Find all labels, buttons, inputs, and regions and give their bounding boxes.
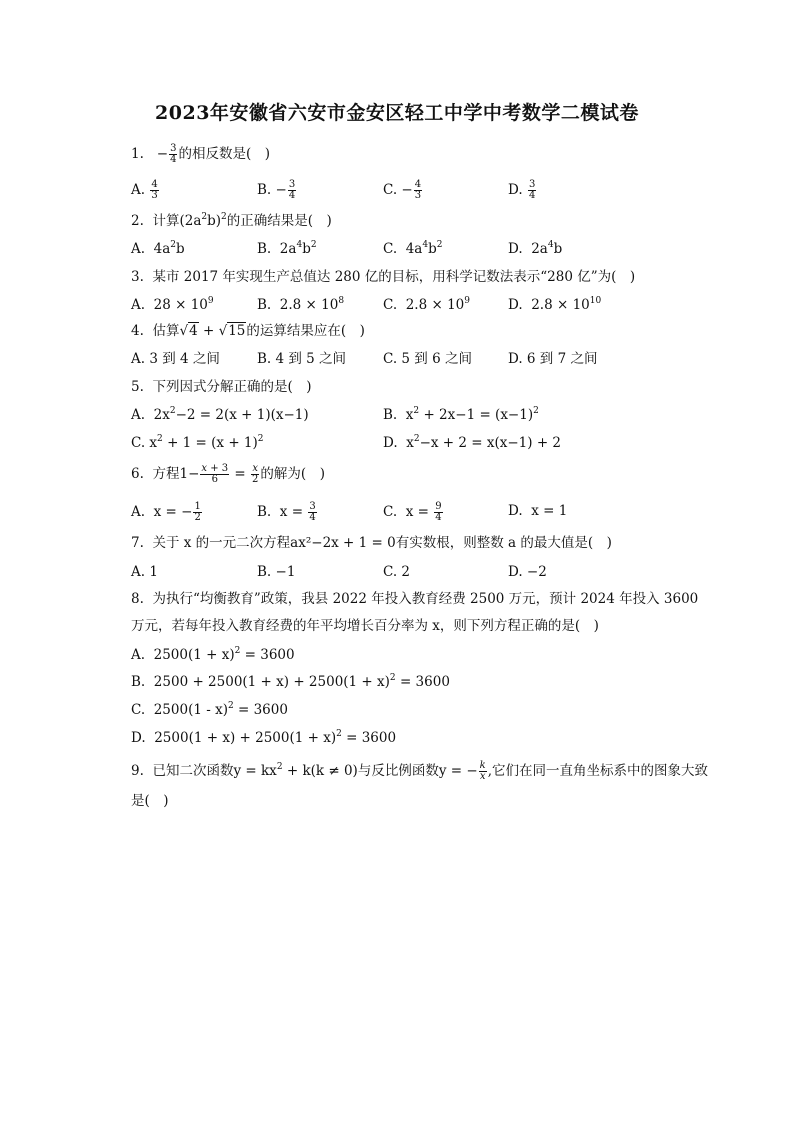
option-a[interactable]: A. x = − $\frac{1}{2}$ <box>131 501 201 523</box>
option-b[interactable]: B. $2.8 \times 10^8$ <box>257 296 345 313</box>
option-d[interactable]: D. x = 1 <box>508 503 568 519</box>
option-a[interactable]: A. $\frac{4}{3}$ <box>131 179 158 201</box>
option-d[interactable]: D. $x^2-x + 2 = x(x-1) + 2$ <box>383 434 562 451</box>
option-b[interactable]: B. −1 <box>257 564 296 580</box>
option-b[interactable]: B. $2a^4b^2$ <box>257 240 317 257</box>
option-d[interactable]: D. $2500(1 + x) + 2500(1 + x)^2 = 3600$ <box>131 729 397 746</box>
option-a[interactable]: A. $28 \times 10^9$ <box>131 296 214 313</box>
option-a[interactable]: A. 1 <box>131 564 158 580</box>
option-b[interactable]: B. − $\frac{3}{4}$ <box>257 179 296 201</box>
question-3: 3. 某市 2017 年实现生产总值达 280 亿的目标，用科学记数法表示“280 亿”为( ) <box>131 269 636 285</box>
option-d[interactable]: D. $2.8 \times 10^{10}$ <box>508 296 602 313</box>
option-a[interactable]: A. $2500(1 + x)^2 = 3600$ <box>131 646 295 663</box>
option-a[interactable]: A. $4a^2b$ <box>131 240 185 257</box>
option-c[interactable]: C. 5 到 6 之间 <box>383 351 472 367</box>
question-4: 4. 估算√4 + √15的运算结果应在( ) <box>131 323 365 339</box>
option-b[interactable]: B. x = $\frac{3}{4}$ <box>257 501 316 523</box>
option-c[interactable]: C. 2500(1 - x)$^2$ = 3600 <box>131 701 288 718</box>
option-c[interactable]: C. $2.8 \times 10^9$ <box>383 296 470 313</box>
question-9: 9. 已知二次函数$y = kx^2 + k(k \ne 0)$与反比例函数y = − $\frac{k}{x}$ ,它们在同一直角坐标系中的图象大致 <box>131 760 709 782</box>
question-7: 7. 关于 x 的一元二次方程ax²−2x + 1 = 0有实数根，则整数 a 的最大值是( ) <box>131 535 612 551</box>
option-d[interactable]: D. −2 <box>508 564 547 580</box>
option-a[interactable]: A. $2x^2-2 = 2(x + 1)(x-1)$ <box>131 406 309 423</box>
question-1: 1. − $\frac{3}{4}$ 的相反数是( ) <box>131 143 270 165</box>
question-6: 6. 方程1− $\frac{x + 3}{6}$ = $\frac{x}{2}$ 的解为( ) <box>131 463 325 485</box>
page-title: 2023年安徽省六安市金安区轻工中学中考数学二模试卷 <box>155 102 639 124</box>
option-b[interactable]: B. $x^2 + 2x-1 = (x-1)^2$ <box>383 406 539 423</box>
fraction: $\frac{3}{4}$ <box>170 143 177 165</box>
option-d[interactable]: D. $2a^4b$ <box>508 240 563 257</box>
question-8-line-2: 万元，若每年投入教育经费的年平均增长百分率为 x，则下列方程正确的是( ) <box>131 618 599 634</box>
option-a[interactable]: A. 3 到 4 之间 <box>131 351 220 367</box>
option-c[interactable]: C. 2 <box>383 564 411 580</box>
option-c[interactable]: C. $4a^4b^2$ <box>383 240 443 257</box>
option-b[interactable]: B. $2500 + 2500(1 + x) + 2500(1 + x)^2 = 3600$ <box>131 673 450 690</box>
option-c[interactable]: C. $x^2 + 1 = (x + 1)^2$ <box>131 434 264 451</box>
question-2: 2. 计算$(2a^2b)^2$的正确结果是( ) <box>131 212 332 229</box>
question-9-line-2: 是( ) <box>131 793 169 809</box>
option-c[interactable]: C. − $\frac{4}{3}$ <box>383 179 422 201</box>
question-5: 5. 下列因式分解正确的是( ) <box>131 379 312 395</box>
question-8-line-1: 8. 为执行“均衡教育”政策，我县 2022 年投入教育经费 2500 万元，预计 2024 年投入 3600 <box>131 591 699 607</box>
option-d[interactable]: D. 6 到 7 之间 <box>508 351 598 367</box>
option-b[interactable]: B. 4 到 5 之间 <box>257 351 347 367</box>
question-number: 1. <box>131 146 144 162</box>
option-c[interactable]: C. x = $\frac{9}{4}$ <box>383 501 442 523</box>
option-d[interactable]: D. $\frac{3}{4}$ <box>508 179 536 201</box>
